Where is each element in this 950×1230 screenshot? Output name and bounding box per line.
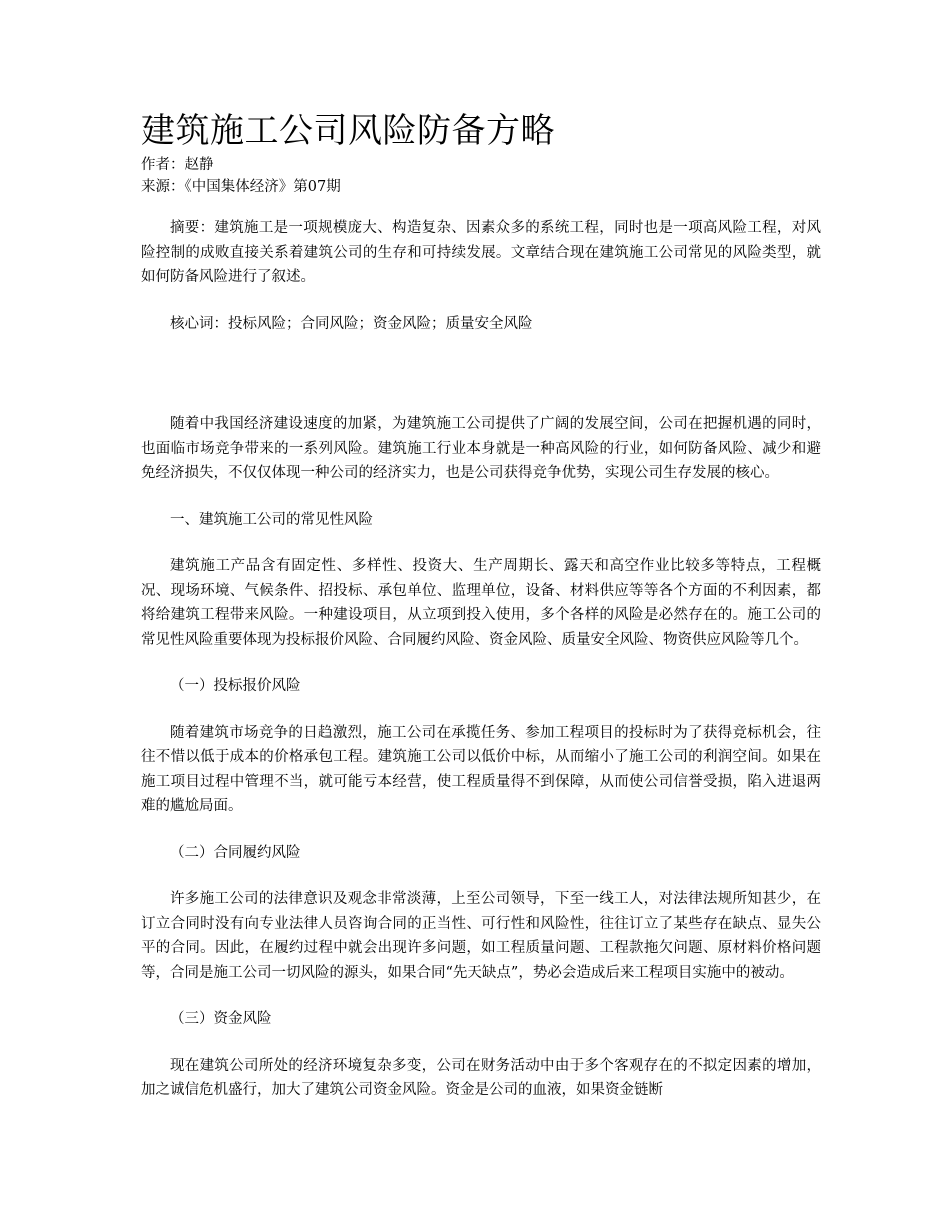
- document-page: [141, 108, 821, 1103]
- abstract-paragraph: 摘要：建筑施工是一项规模庞大、构造复杂、因素众多的系统工程，同时也是一项高风险工程，对风险控制的成败直接关系着建筑公司的生存和可持续发展。文章结合现在建筑施工公司常见的风险类型，就如何防备风险进行了叙述。: [141, 220, 821, 285]
- article-title: 建筑施工公司风险防备方略: [141, 111, 555, 151]
- subsection-paragraph-bidding: 随着建筑市场竞争的日趋激烈，施工公司在承揽任务、参加工程项目的投标时为了获得竞标机会，往往不惜以低于成本的价格承包工程。建筑施工公司以低价中标，从而缩小了施工公司的利润空间。如果在施工项目过程中管理不当，就可能亏本经营，使工程质量得不到保障，从而使公司信誉受损，陷入进退两难的尴尬局面。: [141, 724, 821, 814]
- keywords-line: 核心词：投标风险；合同风险；资金风险；质量安全风险: [170, 315, 533, 332]
- section-heading: 一、建筑施工公司的常见性风险: [170, 511, 373, 528]
- intro-paragraph: 随着中我国经济建设速度的加紧，为建筑施工公司提供了广阔的发展空间，公司在把握机遇的同时，也面临市场竞争带来的一系列风险。建筑施工行业本身就是一种高风险的行业，如何防备风险、减少和避免经济损失，不仅仅体现一种公司的经济实力，也是公司获得竞争优势，实现公司生存发展的核心。: [141, 416, 821, 481]
- source-line: 来源：《中国集体经济》第07期: [141, 179, 341, 195]
- subsection-paragraph-contract: 许多施工公司的法律意识及观念非常淡薄，上至公司领导，下至一线工人，对法律法规所知甚少，在订立合同时没有向专业法律人员咨询合同的正当性、可行性和风险性，往往订立了某些存在缺点、显失公平的合同。因此，在履约过程中就会出现许多问题，如工程质量问题、工程款拖欠问题、原材料价格问题等，合同是施工公司一切风险的源头，如果合同“先天缺点”，势必会造成后来工程项目实施中的被动。: [141, 891, 821, 981]
- section-paragraph: 建筑施工产品含有固定性、多样性、投资大、生产周期长、露天和高空作业比较多等特点，工程概况、现场环境、气候条件、招投标、承包单位、监理单位，设备、材料供应等等各个方面的不利因素，都将给建筑工程带来风险。一种建设项目，从立项到投入使用，多个各样的风险是必然存在的。施工公司的常见性风险重要体现为投标报价风险、合同履约风险、资金风险、质量安全风险、物资供应风险等几个。: [141, 558, 821, 648]
- author-line: 作者：赵静: [141, 157, 214, 173]
- subsection-heading-contract: （二）合同履约风险: [170, 844, 301, 861]
- subsection-heading-funds: （三）资金风险: [170, 1011, 272, 1027]
- subsection-paragraph-funds: 现在建筑公司所处的经济环境复杂多变，公司在财务活动中由于多个客观存在的不拟定因素的增加，加之诚信危机盛行，加大了建筑公司资金风险。资金是公司的血液，如果资金链断: [141, 1057, 821, 1098]
- subsection-heading-bidding: （一）投标报价风险: [170, 678, 301, 694]
